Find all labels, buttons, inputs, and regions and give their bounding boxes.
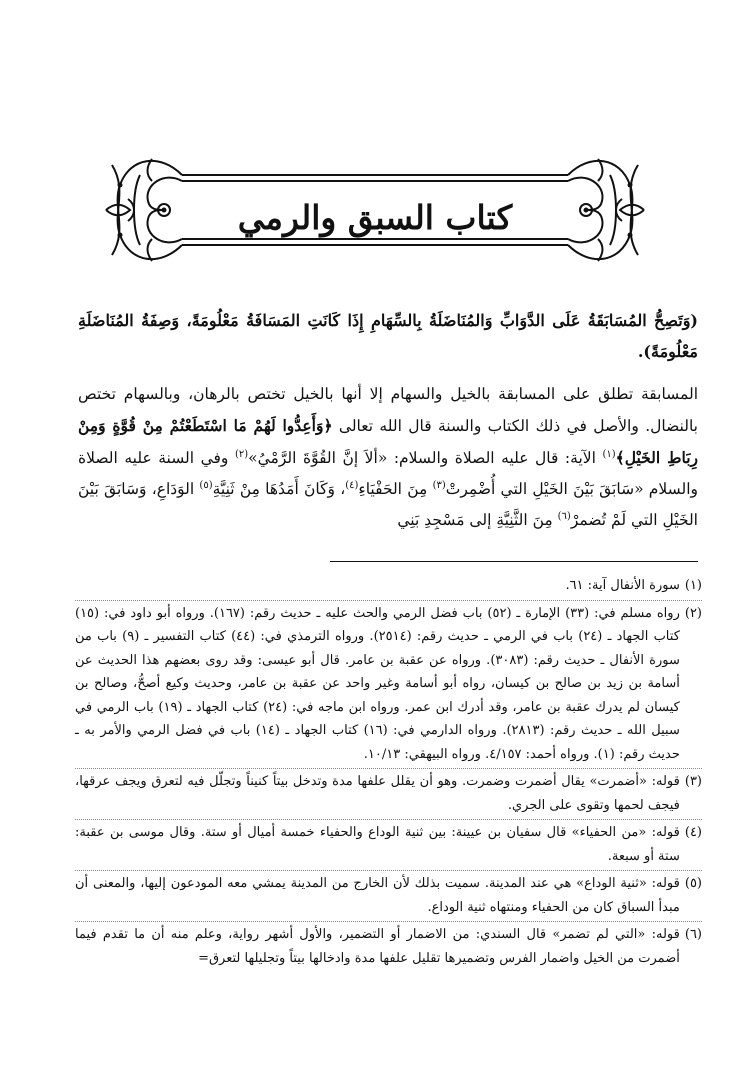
commentary-paragraph	[78, 379, 698, 536]
footnote-ref[interactable]: (٥)	[199, 479, 213, 491]
footnote	[75, 871, 702, 922]
footnote-text: قوله: «أضمرت» يقال أضمرت وضمرت. وهو أن يقلل علفها مدة وتدخل بيتاً كنيناً وتجلّل فيه لتعرق ويجف عرقها، فيجف لحمها وتقوى على الجري.	[75, 774, 680, 813]
footnote	[75, 769, 702, 820]
footnote-text: رواه مسلم في: (٣٣) الإمارة ـ (٥٢) باب فضل الرمي والحث عليه ـ حديث رقم: (١٦٧). ورواه أبو داود في: (١٥) كتاب الجهاد ـ (٢٤) باب في الرمي ـ حديث رقم: (٢٥١٤). ورواه الترمذي في: (٤٤) كتاب التفسير ـ (٩) باب من سورة الأنفال ـ حديث رقم: (٣٠٨٣). ورواه عن عقبة بن عامر. قال أبو عيسى: وقد روى بعضهم هذا الحديث عن أسامة بن زيد بن صالح بن كيسان، رواه أبو أسامة وغير واحد عن عقبة بن عامر، وحديث وكيع أصحُّ، وصالح بن كيسان لم يدرك عقبة بن عامر، وقد أدرك ابن عمر. ورواه ابن ماجه في: (٢٤) كتاب الجهاد ـ (١٩) باب الرمي في سبيل الله ـ حديث رقم: (٢٨١٣). ورواه الدارمي في: (١٦) كتاب الجهاد ـ (١٤) باب في فضل الرمي والأمر به ـ حديث رقم: (١). ورواه أحمد: ٤/١٥٧. ورواه البيهقي: ١٠/١٣.	[75, 605, 680, 762]
chapter-title: كتاب السبق والرمي	[237, 198, 513, 237]
footnote-text: قوله: «ثنية الوداع» هي عند المدينة. سميت بذلك لأن الخارج من المدينة يمشي معه المودعون إليها، والمعنى أن مبدأ السباق كان من الحفياء ومنتهاه ثنية الوداع.	[75, 876, 680, 915]
matn-paragraph: (وَتَصِحُّ المُسَابَقَةُ عَلَى الدَّوَابِّ وَالمُنَاضَلَةُ بِالسِّهَامِ إِذَا كَانَتِ المَسَافَةُ مَعْلُومَةً، وَصِفَةُ المُنَاضَلَةِ مَعْلُومَةً).	[78, 311, 698, 361]
footnote	[75, 922, 702, 972]
footnote-ref[interactable]: (٢)	[234, 448, 249, 460]
footnote-ref[interactable]: (٣)	[432, 479, 446, 491]
hadith-quote: «سَابَقَ بَيْنَ الخَيْلِ التي أُضْمِرتْ	[445, 480, 644, 498]
footnote-divider	[330, 561, 698, 562]
footnote	[75, 573, 702, 601]
hadith-quote: مِنَ الحَفْيَاءِ	[358, 480, 433, 498]
commentary-text: الآية: قال عليه الصلاة والسلام:	[387, 449, 603, 467]
footnote-number: (١)	[684, 578, 702, 593]
hadith-quote: ، وَكَانَ أَمَدُهَا مِنْ ثَنِيَّةِ	[212, 480, 346, 498]
chapter-title-banner	[100, 145, 650, 275]
footnote-ref[interactable]: (٦)	[557, 510, 571, 522]
footnote-number: (٣)	[684, 774, 702, 789]
footnotes	[75, 573, 702, 972]
footnote-number: (٦)	[684, 927, 702, 942]
footnote-number: (٥)	[684, 876, 702, 891]
hadith-quote: «ألاَ إنَّ القُوَّةَ الرَّمْيُ»	[248, 449, 388, 467]
footnote-ref[interactable]: (١)	[602, 448, 616, 460]
footnote	[75, 601, 702, 770]
footnote-text: سورة الأنفال آية: ٦١.	[565, 578, 680, 593]
footnote	[75, 820, 702, 871]
hadith-quote: مِنَ الثَّنِيَّةِ إلى مَسْجِدِ بَنِي	[397, 511, 558, 529]
main-text	[78, 305, 698, 548]
footnote-text: قوله: «التي لم تضمر» قال السندي: من الاضمار أو التضمير، والأول أشهر رواية، وعلم منه أن ما تقدم فيما أضمرت من الخيل واضمار الفرس وتضميرها تقليل علفها مدة وادخالها بيتاً وتجليلها لتعرق=	[75, 927, 680, 966]
commentary-text: المسابقة تطلق على المسابقة بالخيل والسهام إلا أنها بالخيل تختص بالرهان، وبالسهام تختص بالنضال. والأصل في ذلك الكتاب والسنة قال الله تعالى	[78, 385, 698, 435]
footnote-text: قوله: «من الحفياء» قال سفيان بن عيينة: بين ثنية الوداع والحفياء خمسة أميال أو ستة. وقال موسى بن عقبة: ستة أو سبعة.	[75, 825, 680, 864]
hadith-quote: الوَدَاعِ، وَسَابَقَ بَيْنَ الخَيْلِ التي لَمْ تُضمرْ	[78, 480, 698, 529]
commentary-text: وفي السنة عليه الصلاة والسلام	[78, 449, 698, 498]
footnote-ref[interactable]: (٤)	[345, 479, 359, 491]
footnote-number: (٤)	[684, 825, 702, 840]
quran-verse: ﴿وَأَعِدُّوا لَهُمْ مَا اسْتَطَعْتُمْ مِنْ قُوَّةٍ وَمِنْ رِبَاطِ الخَيْلِ﴾	[78, 416, 699, 467]
footnote-number: (٢)	[684, 605, 702, 621]
